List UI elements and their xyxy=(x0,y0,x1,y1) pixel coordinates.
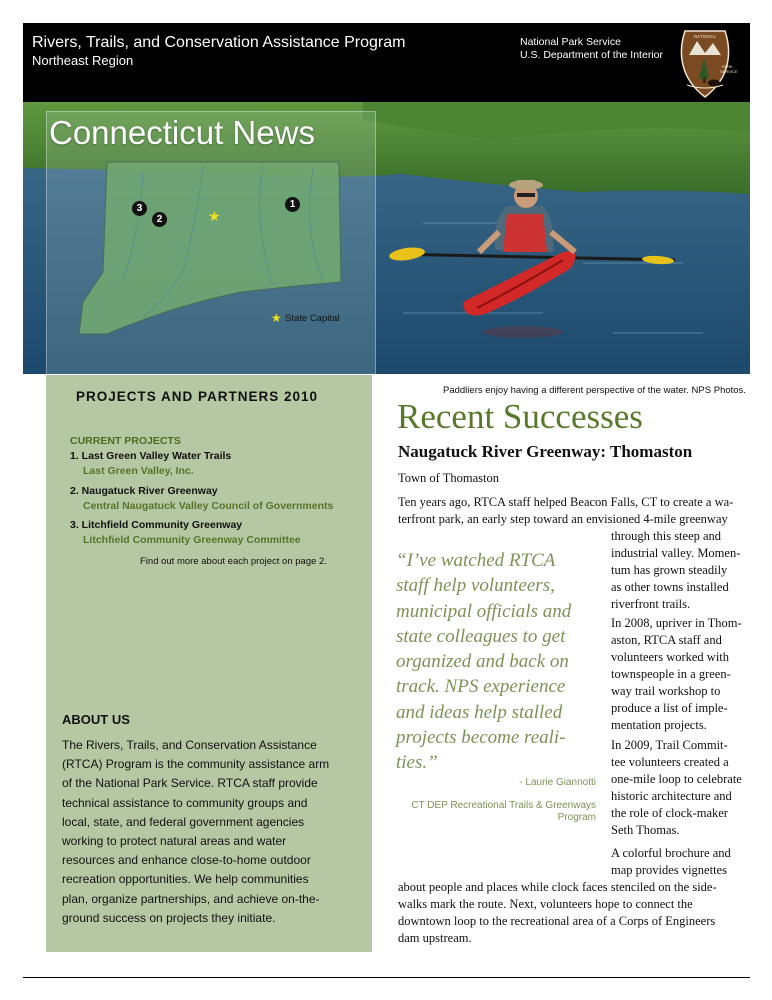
department-name: U.S. Department of the Interior xyxy=(520,49,663,61)
article-line: Seth Thomas. xyxy=(611,823,680,837)
pull-quote xyxy=(396,548,601,776)
article-line: the role of clock-maker xyxy=(611,806,728,820)
project-partner: Last Green Valley, Inc. xyxy=(83,465,194,477)
article-line: dam upstream. xyxy=(398,931,472,945)
quote-affiliation: Program xyxy=(557,812,596,823)
quote-line: track. NPS experience xyxy=(396,676,566,698)
about-body xyxy=(62,736,362,928)
program-name: Rivers, Trails, and Conservation Assistance Program xyxy=(32,34,406,51)
article-line: about people and places while clock faces stenciled on the side- xyxy=(398,880,717,894)
article-line: through this steep and xyxy=(611,529,722,543)
article-line: walks mark the route. Next, volunteers hope to connect the xyxy=(398,897,693,911)
article-line: map provides vignettes xyxy=(611,863,727,877)
article-paragraph-4 xyxy=(398,879,750,947)
about-line: technical assistance to community groups and xyxy=(62,795,308,810)
quote-line: projects become reali- xyxy=(396,727,566,749)
about-line: of the National Park Service. RTCA staff provide xyxy=(62,776,318,791)
quote-author: - Laurie Giannotti xyxy=(519,777,596,788)
article-line: downtown loop to the recreational area of a Corps of Engineers xyxy=(398,914,716,928)
photo-caption: Paddliers enjoy having a different perspective of the water. NPS Photos. xyxy=(443,385,746,396)
article-paragraph-2 xyxy=(611,615,751,734)
article-paragraph-4-start xyxy=(611,845,751,879)
find-more-note: Find out more about each project on page 2. xyxy=(140,556,327,567)
article-line: riverfront trails. xyxy=(611,597,691,611)
project-partner: Litchfield Community Greenway Committee xyxy=(83,534,301,546)
quote-line: staff help volunteers, xyxy=(396,575,555,597)
about-heading: ABOUT US xyxy=(62,712,130,727)
article-line: A colorful brochure and xyxy=(611,846,731,860)
article-line: aston, RTCA staff and xyxy=(611,633,722,647)
quote-line: state colleagues to get xyxy=(396,625,566,647)
article-line: Ten years ago, RTCA staff helped Beacon Falls, CT to create a wa- xyxy=(398,495,734,509)
quote-line: ties.” xyxy=(396,752,438,774)
legend-star-icon: ★ xyxy=(271,311,282,325)
article-line: way trail workshop to xyxy=(611,684,721,698)
article-line: volunteers worked with xyxy=(611,650,730,664)
projects-title: PROJECTS AND PARTNERS 2010 xyxy=(76,389,319,404)
nps-arrowhead-logo xyxy=(677,27,738,99)
quote-line: municipal officials and xyxy=(396,600,572,622)
quote-line: “I’ve watched RTCA xyxy=(396,550,556,571)
article-line: townspeople in a green- xyxy=(611,667,731,681)
article-paragraph-1 xyxy=(611,528,751,613)
newsletter-title: Connecticut News xyxy=(49,114,315,151)
bottom-divider xyxy=(23,977,750,978)
about-line: plan, organize partnerships, and achieve on-the- xyxy=(62,891,320,906)
article-paragraph-3 xyxy=(611,737,751,839)
article-title: Naugatuck River Greenway: Thomaston xyxy=(398,442,693,461)
map-marker-2: 2 xyxy=(152,212,167,227)
svg-text:SERVICE: SERVICE xyxy=(720,69,738,74)
map-marker-3: 3 xyxy=(132,201,147,216)
region-name: Northeast Region xyxy=(32,53,134,68)
quote-affiliation: CT DEP Recreational Trails & Greenways xyxy=(411,800,596,811)
article-line: tum has grown steadily xyxy=(611,563,728,577)
quote-line: organized and back on xyxy=(396,651,569,673)
about-line: The Rivers, Trails, and Conservation Assistance xyxy=(62,738,317,752)
quote-line: and ideas help stalled xyxy=(396,701,563,723)
current-projects-heading: CURRENT PROJECTS xyxy=(70,435,181,447)
article-line: as other towns installed xyxy=(611,580,729,594)
article-line: produce a list of imple- xyxy=(611,701,728,715)
header-bar xyxy=(23,23,750,102)
article-line: historic architecture and xyxy=(611,789,732,803)
article-line: In 2008, upriver in Thom- xyxy=(611,616,742,630)
project-title: 2. Naugatuck River Greenway xyxy=(70,485,218,497)
about-line: working to protect natural areas and water xyxy=(62,834,287,849)
about-line: resources and enhance close-to-home outdoor xyxy=(62,853,311,868)
projects-sidebar xyxy=(46,375,372,952)
logo-lettering: NATIONAL xyxy=(693,34,717,39)
project-title: 3. Litchfield Community Greenway xyxy=(70,519,243,531)
article-town: Town of Thomaston xyxy=(398,471,499,485)
project-title: 1. Last Green Valley Water Trails xyxy=(70,450,232,462)
capital-star-icon: ★ xyxy=(208,208,221,224)
about-line: local, state, and federal government agencies xyxy=(62,814,305,829)
svg-text:PARK: PARK xyxy=(722,64,733,69)
agency-name: National Park Service xyxy=(520,36,621,48)
project-partner: Central Naugatuck Valley Council of Governments xyxy=(83,500,334,512)
about-line: ground success on projects they initiate. xyxy=(62,910,276,925)
about-line: (RTCA) Program is the community assistance arm xyxy=(62,757,330,772)
article-line: one-mile loop to celebrate xyxy=(611,772,742,786)
map-marker-1: 1 xyxy=(285,197,300,212)
map-legend-label: State Capital xyxy=(285,313,340,324)
article-line: industrial valley. Momen- xyxy=(611,546,741,560)
about-line: recreation opportunities. We help communities xyxy=(62,872,309,887)
article-line: mentation projects. xyxy=(611,718,707,732)
section-title: Recent Successes xyxy=(397,397,643,436)
article-intro xyxy=(398,494,750,528)
article-line: terfront park, an early step toward an envisioned 4-mile greenway xyxy=(398,512,728,526)
article-line: tee volunteers created a xyxy=(611,755,729,769)
article-line: In 2009, Trail Commit- xyxy=(611,738,728,752)
